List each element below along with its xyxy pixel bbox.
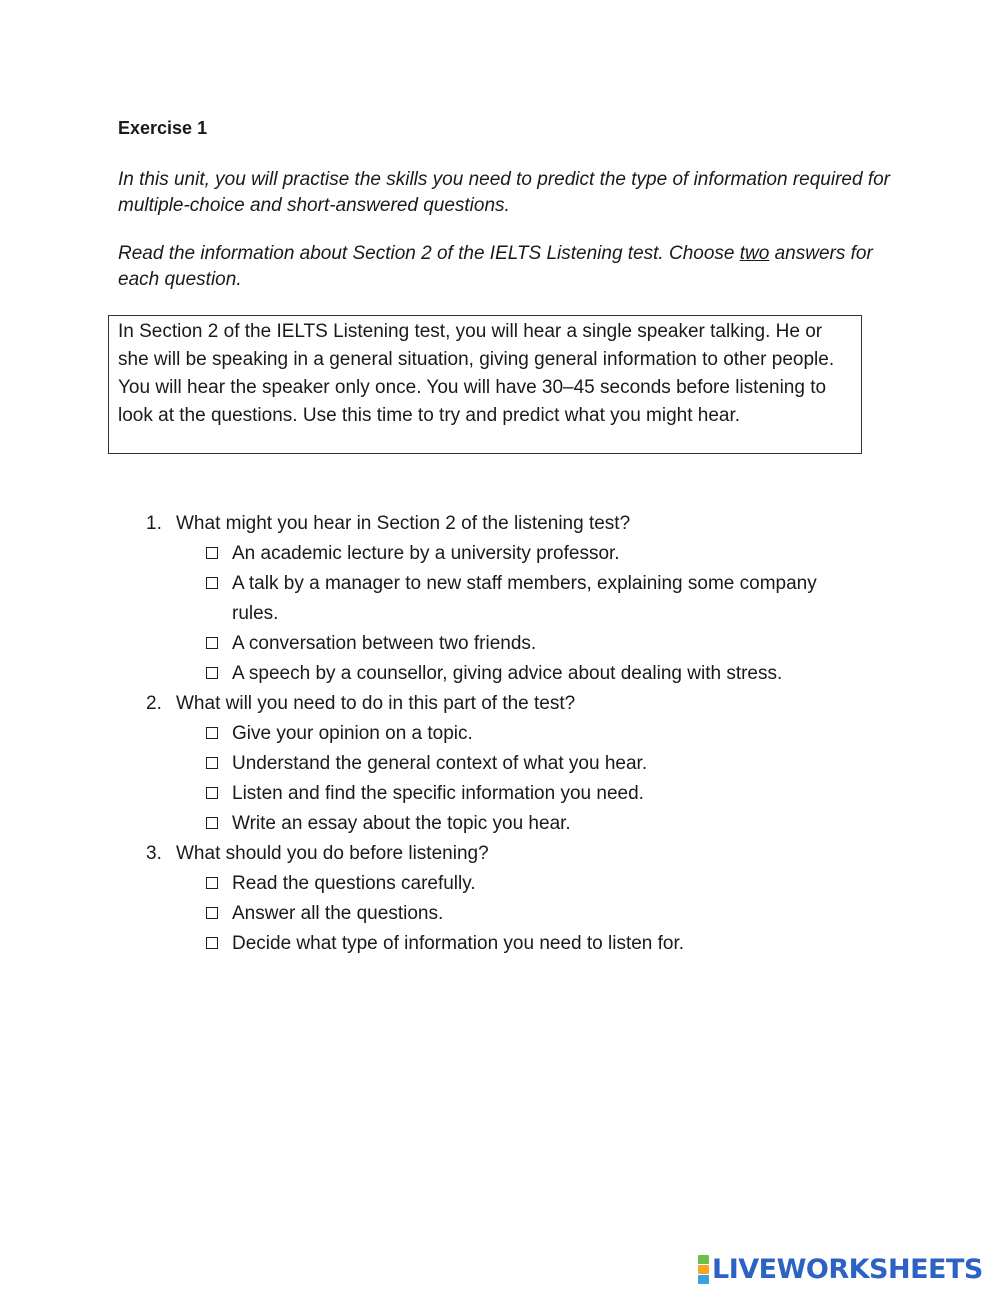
- logo-mark-icon: [698, 1255, 709, 1284]
- question-text: What should you do before listening?: [176, 843, 489, 864]
- option-text: An academic lecture by a university professor.: [232, 543, 620, 564]
- answer-option: [146, 869, 866, 899]
- answer-option: [146, 749, 866, 779]
- question-text: What might you hear in Section 2 of the listening test?: [176, 513, 631, 534]
- question-list: [146, 509, 866, 959]
- answer-option: [146, 929, 866, 959]
- exercise-title: Exercise 1: [118, 118, 208, 138]
- question-3: [146, 839, 866, 959]
- checkbox[interactable]: [206, 877, 218, 889]
- question-2: [146, 689, 866, 839]
- option-text: Give your opinion on a topic.: [232, 723, 473, 744]
- checkbox[interactable]: [206, 667, 218, 679]
- answer-option: [146, 809, 866, 839]
- liveworksheets-logo[interactable]: [698, 1252, 983, 1286]
- option-text: A speech by a counsellor, giving advice about dealing with stress.: [232, 663, 783, 684]
- logo-block-green: [698, 1255, 709, 1264]
- option-text: Read the questions carefully.: [232, 873, 476, 894]
- question-1: [146, 509, 866, 689]
- info-box: In Section 2 of the IELTS Listening test, you will hear a single speaker talking. He or she will be speaking in a general situation, giving general information to other people. You will hear the speaker only once. You will have 30–45 seconds before listening to look at the questions. Use this time to try and predict what you might hear.: [108, 315, 862, 454]
- answer-option: [146, 779, 866, 809]
- task-underlined-word: two: [739, 243, 770, 264]
- option-text: Answer all the questions.: [232, 903, 444, 924]
- answer-option: [146, 569, 866, 629]
- checkbox[interactable]: [206, 547, 218, 559]
- answer-option: [146, 629, 866, 659]
- checkbox[interactable]: [206, 817, 218, 829]
- option-text: A talk by a manager to new staff members, explaining some company rules.: [232, 573, 817, 624]
- answer-option: [146, 719, 866, 749]
- option-text: Understand the general context of what you hear.: [232, 753, 648, 774]
- logo-block-orange: [698, 1265, 709, 1274]
- logo-text: LIVEWORKSHEETS: [712, 1253, 983, 1285]
- option-text: Decide what type of information you need to listen for.: [232, 933, 685, 954]
- question-number: 1.: [146, 513, 162, 534]
- answer-option: [146, 539, 866, 569]
- answer-option: [146, 659, 866, 689]
- question-number: 2.: [146, 693, 162, 714]
- answer-option: [146, 899, 866, 929]
- checkbox[interactable]: [206, 907, 218, 919]
- option-text: Listen and find the specific information you need.: [232, 783, 644, 804]
- task-text-before: Read the information about Section 2 of the IELTS Listening test. Choose: [118, 243, 740, 264]
- checkbox[interactable]: [206, 637, 218, 649]
- question-number: 3.: [146, 843, 162, 864]
- question-text: What will you need to do in this part of the test?: [176, 693, 576, 714]
- logo-block-blue: [698, 1275, 709, 1284]
- checkbox[interactable]: [206, 757, 218, 769]
- task-text-after: answers for each question.: [118, 243, 873, 290]
- checkbox[interactable]: [206, 727, 218, 739]
- checkbox[interactable]: [206, 577, 218, 589]
- intro-instructions: In this unit, you will practise the skills you need to predict the type of information required for multiple-choice and short-answered questions.: [118, 169, 891, 216]
- option-text: A conversation between two friends.: [232, 633, 537, 654]
- checkbox[interactable]: [206, 937, 218, 949]
- option-text: Write an essay about the topic you hear.: [232, 813, 571, 834]
- task-instructions: [118, 241, 898, 293]
- checkbox[interactable]: [206, 787, 218, 799]
